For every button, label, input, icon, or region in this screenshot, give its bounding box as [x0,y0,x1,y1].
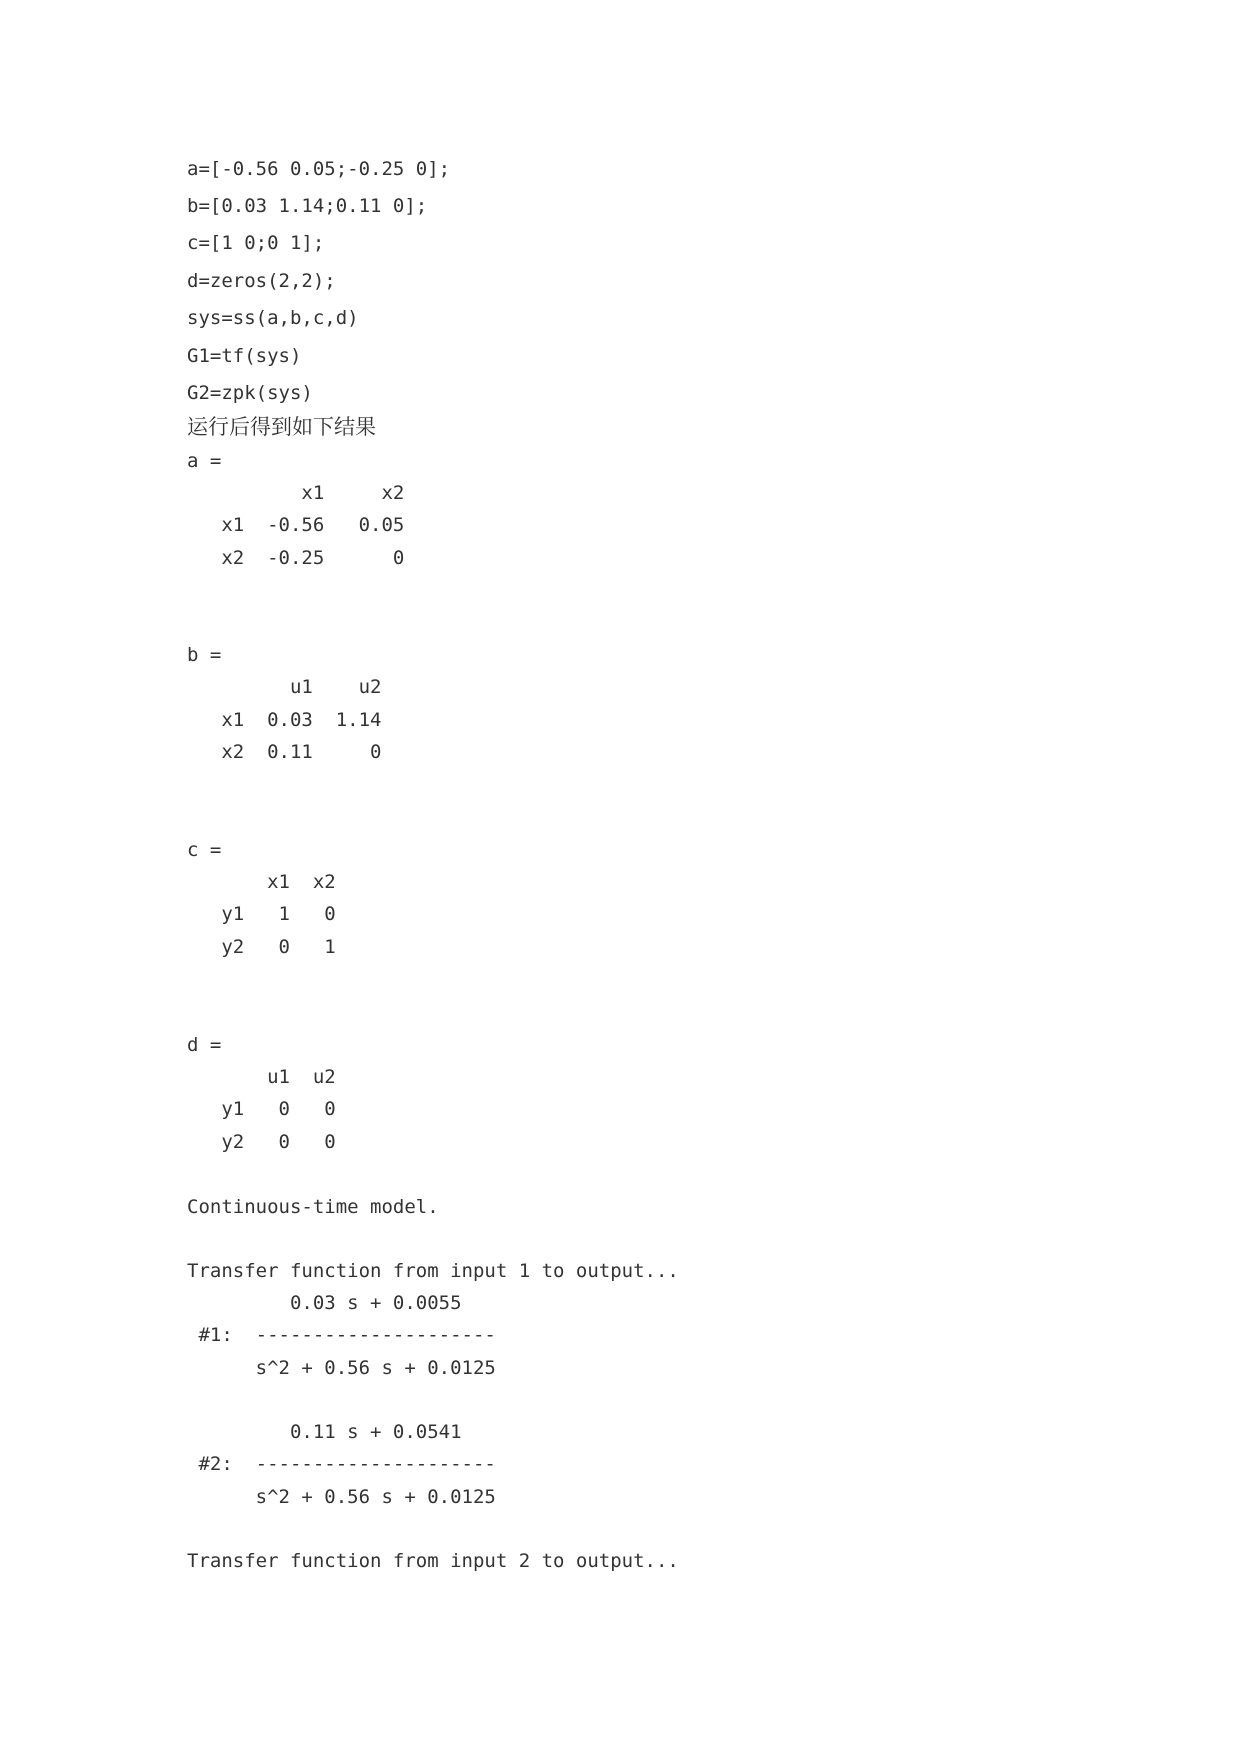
matrix-c-row: y2 0 1 [187,936,336,958]
matrix-a-heading: a = [187,450,222,472]
code-line-7: G2=zpk(sys) [187,382,313,404]
code-line-1: a=[-0.56 0.05;-0.25 0]; [187,158,451,180]
tf1-out2-numerator: 0.11 s + 0.0541 [187,1421,462,1443]
code-line-4: d=zeros(2,2); [187,270,336,292]
tf1-out2-denominator: s^2 + 0.56 s + 0.0125 [187,1486,496,1508]
matrix-a-col-header: x1 x2 [187,482,405,504]
matrix-b-row: x2 0.11 0 [187,741,382,763]
tf1-out1-fraction-bar: #1: --------------------- [187,1324,496,1346]
code-line-2: b=[0.03 1.14;0.11 0]; [187,195,428,217]
matrix-b-col-header: u1 u2 [187,676,382,698]
matrix-a-row: x2 -0.25 0 [187,547,405,569]
matrix-c-row: y1 1 0 [187,903,336,925]
tf-input1-heading: Transfer function from input 1 to output... [187,1260,679,1282]
code-line-3: c=[1 0;0 1]; [187,232,325,254]
tf1-out2-fraction-bar: #2: --------------------- [187,1453,496,1475]
matrix-b-heading: b = [187,644,222,666]
matrix-d-col-header: u1 u2 [187,1066,336,1088]
matrix-d-row: y1 0 0 [187,1098,336,1120]
matrix-b-row: x1 0.03 1.14 [187,709,382,731]
model-type: Continuous-time model. [187,1196,439,1218]
result-intro: 运行后得到如下结果 [187,415,376,439]
matrix-d-heading: d = [187,1034,222,1056]
code-line-5: sys=ss(a,b,c,d) [187,307,359,329]
tf1-out1-denominator: s^2 + 0.56 s + 0.0125 [187,1357,496,1379]
tf1-out1-numerator: 0.03 s + 0.0055 [187,1292,462,1314]
matrix-a-row: x1 -0.56 0.05 [187,514,405,536]
code-line-6: G1=tf(sys) [187,345,302,367]
tf-input2-heading: Transfer function from input 2 to output... [187,1550,679,1572]
matrix-c-heading: c = [187,839,222,861]
matrix-c-col-header: x1 x2 [187,871,336,893]
matrix-d-row: y2 0 0 [187,1131,336,1153]
